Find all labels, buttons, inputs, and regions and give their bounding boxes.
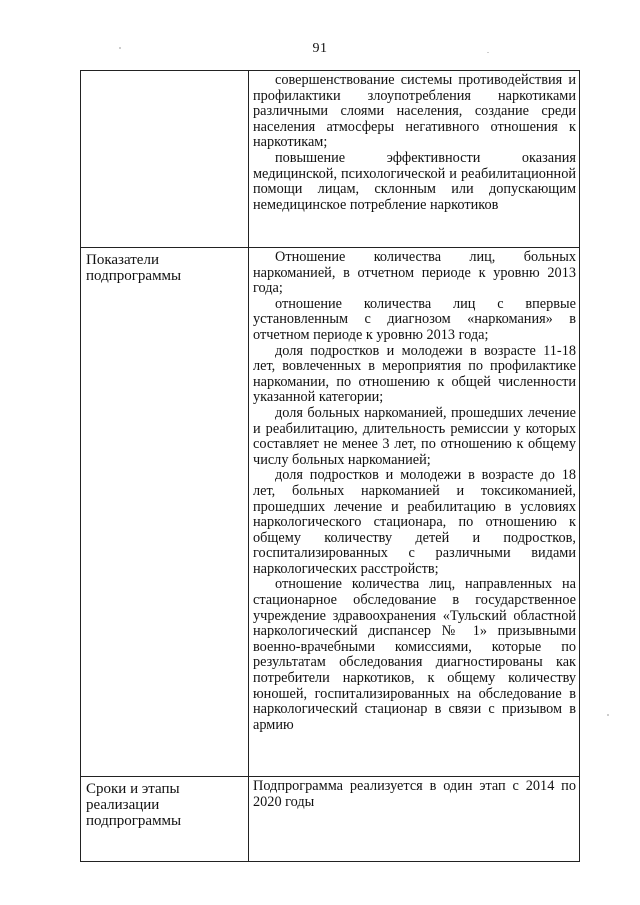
page-number: 91 [312, 41, 328, 56]
row-label-cell: Показатели подпрограммы [81, 248, 249, 777]
content-paragraph: Подпрограмма реализуется в один этап с 2014 по 2020 годы [253, 778, 576, 810]
subprogram-passport-table [80, 70, 580, 862]
scan-speck [119, 47, 121, 49]
table-row [81, 777, 580, 862]
content-paragraph: повышение эффективности оказания медицинской, психологической и реабилитационной помощи лицам, склонным или допускающим немедицинское потребление наркотиков [253, 149, 576, 213]
content-paragraph: Отношение количества лиц, больных наркоманией, в отчетном периоде к уровню 2013 года; [253, 249, 576, 297]
content-paragraph: отношение количества лиц с впервые установленным с диагнозом «наркомания» в отчетном периоде к уровню 2013 года; [253, 295, 576, 343]
content-paragraph: доля больных наркоманией, прошедших лечение и реабилитацию, длительность ремиссии у которых составляет не менее 3 лет, по отношению к общему числу больных наркоманией; [253, 404, 576, 468]
table-row [81, 248, 580, 777]
scan-speck [607, 714, 609, 716]
row-content-cell [249, 248, 580, 777]
row-label-cell [81, 71, 249, 248]
content-paragraph: отношение количества лиц, направленных на стационарное обследование в государственное учреждение здравоохранения «Тульский областной наркологический диспансер № 1» призывными военно-врачебными комиссиями, которые по результатам обследования диагностированы как потребители наркотиков, к общему количеству юношей, госпитализированных на обследование в наркологический стационар в связи с призывом в армию [253, 576, 576, 733]
row-content-cell [249, 777, 580, 862]
content-paragraph: совершенствование системы противодействия и профилактики злоупотребления наркотиками различными слоями населения, создание среди населения атмосферы негативного отношения к наркотикам; [253, 72, 576, 151]
row-label-cell: Сроки и этапы реализации подпрограммы [81, 777, 249, 862]
table-row [81, 71, 580, 248]
scan-speck [487, 52, 489, 53]
row-content-cell [249, 71, 580, 248]
content-paragraph: доля подростков и молодежи в возрасте до 18 лет, больных наркоманией и токсикоманией, прошедших лечение и реабилитацию в условиях наркологического стационара, по отношению к общему количеству детей и подростков, госпитализированных с различными видами наркологических расстройств; [253, 467, 576, 577]
content-paragraph: доля подростков и молодежи в возрасте 11-18 лет, вовлеченных в мероприятия по профилактике наркомании, по отношению к общей численности указанной категории; [253, 342, 576, 406]
